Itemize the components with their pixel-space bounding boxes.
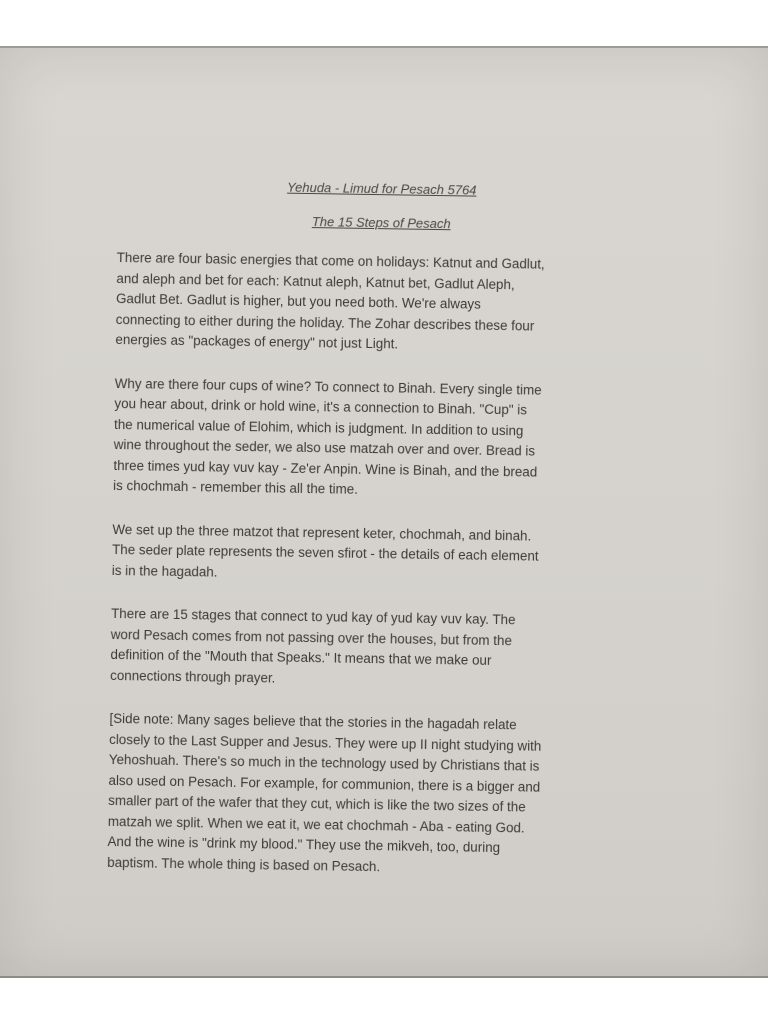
paragraph-15-stages	[110, 604, 639, 694]
text-line: you hear about, drink or hold wine, it's a connection to Binah. "Cup" is	[114, 395, 528, 418]
paragraph-matzot	[112, 519, 641, 589]
paper-top-edge	[0, 46, 768, 48]
text-line: baptism. The whole thing is based on Pesach.	[107, 854, 381, 874]
text-line: There are four basic energies that come on holidays: Katnut and Gadlut,	[116, 249, 545, 272]
text-line: and aleph and bet for each: Katnut aleph, Katnut bet, Gadlut Aleph,	[116, 270, 515, 292]
text-line: connections through prayer.	[110, 667, 276, 686]
text-line: The seder plate represents the seven sfirot - the details of each element	[112, 541, 539, 564]
text-line: also used on Pesach. For example, for communion, there is a bigger and	[108, 772, 541, 795]
text-line: There are 15 stages that connect to yud kay of yud kay vuv kay. The	[111, 605, 516, 628]
text-line: definition of the "Mouth that Speaks." It means that we make our	[110, 646, 492, 668]
paragraph-side-note	[107, 709, 638, 881]
paragraph-four-cups	[113, 373, 643, 504]
text-line: wine throughout the seder, we also use matzah over and over. Bread is	[113, 436, 536, 459]
document-body	[107, 176, 646, 904]
text-line: smaller part of the wafer that they cut, which is like the two sizes of the	[108, 792, 526, 815]
text-line: energies as "packages of energy" not just Light.	[115, 331, 399, 352]
text-line: We set up the three matzot that represent keter, chochmah, and binah.	[112, 521, 532, 544]
text-line: connecting to either during the holiday. The Zohar describes these four	[115, 311, 535, 334]
text-line: is in the hagadah.	[111, 562, 218, 580]
text-line: is chochmah - remember this all the time.	[113, 477, 359, 497]
text-line: [Side note: Many sages believe that the stories in the hagadah relate	[109, 710, 517, 733]
text-line: Gadlut Bet. Gadlut is higher, but you need both. We're always	[115, 290, 481, 312]
paper-bottom-edge	[0, 976, 768, 978]
text-line: word Pesach comes from not passing over the houses, but from the	[110, 626, 513, 648]
text-line: matzah we split. When we eat it, we eat chochmah - Aba - eating God.	[107, 813, 525, 835]
text-line: three times yud kay vuv kay - Ze'er Anpin. Wine is Binah, and the bread	[113, 457, 538, 480]
text-line: Yehoshuah. There's so much in the technology used by Christians that is	[108, 751, 540, 774]
text-line: the numerical value of Elohim, which is judgment. In addition to using	[113, 416, 524, 438]
text-line: Why are there four cups of wine? To connect to Binah. Every single time	[114, 375, 542, 398]
document-subtitle: The 15 Steps of Pesach	[311, 214, 451, 232]
paragraph-energies	[115, 248, 645, 359]
text-line: closely to the Last Supper and Jesus. They were up II night studying with	[109, 731, 542, 754]
text-line: And the wine is "drink my blood." They use the mikveh, too, during	[107, 833, 501, 856]
document-title: Yehuda - Limud for Pesach 5764	[287, 179, 477, 198]
